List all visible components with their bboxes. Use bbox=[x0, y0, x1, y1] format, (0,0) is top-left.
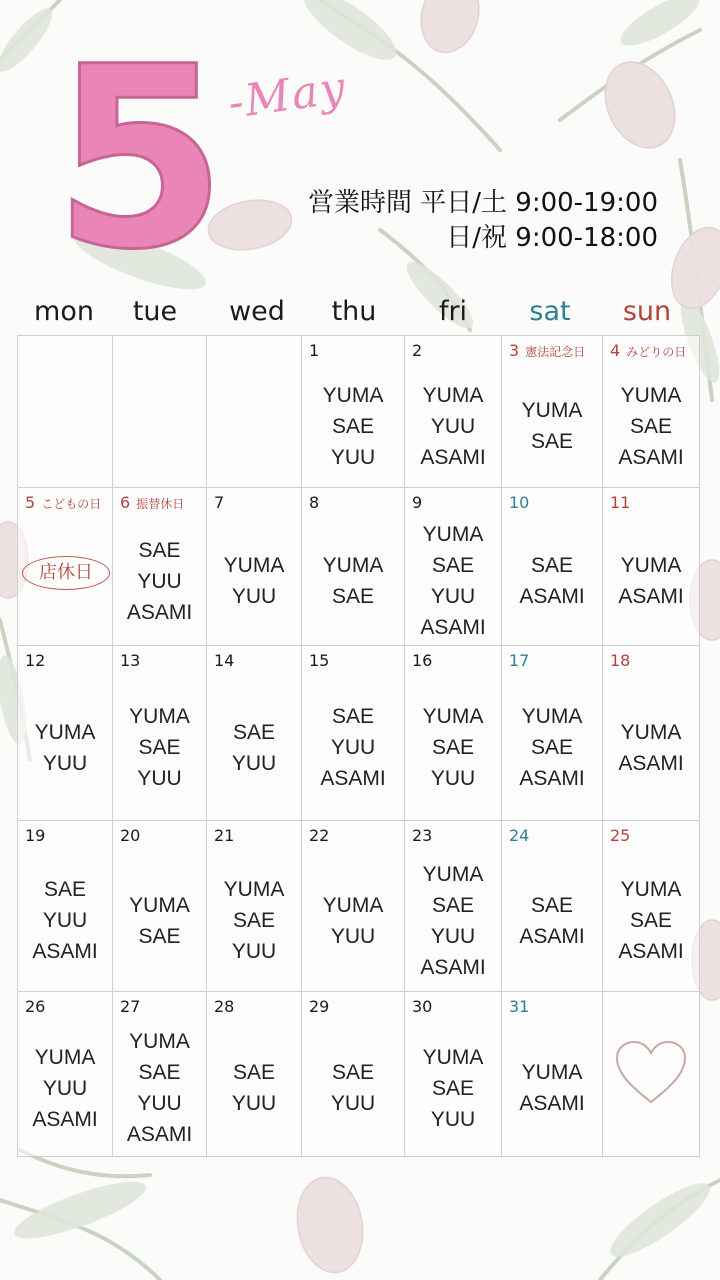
staff-name: SAE bbox=[530, 736, 574, 759]
day-number-value: 12 bbox=[25, 651, 46, 670]
day-number bbox=[25, 997, 45, 1016]
staff-name: YUMA bbox=[620, 878, 682, 901]
staff-name: YUU bbox=[330, 1092, 376, 1115]
staff-name: SAE bbox=[331, 414, 375, 438]
day-number bbox=[509, 826, 529, 845]
day-number bbox=[309, 341, 319, 360]
month-number-graphic bbox=[48, 40, 238, 270]
staff-list bbox=[113, 890, 206, 952]
staff-name: ASAMI bbox=[32, 1107, 98, 1131]
staff-name: YUU bbox=[137, 767, 182, 790]
staff-name: SAE bbox=[331, 705, 375, 728]
day-number bbox=[610, 341, 686, 360]
day-number bbox=[509, 651, 529, 670]
staff-name: SAE bbox=[331, 1061, 375, 1084]
staff-name: YUMA bbox=[521, 705, 583, 728]
staff-name: SAE bbox=[138, 924, 181, 948]
day-number bbox=[309, 651, 329, 670]
staff-name: YUMA bbox=[223, 554, 285, 577]
staff-name: YUMA bbox=[129, 893, 190, 917]
day-cell-30 bbox=[405, 992, 502, 1156]
day-number-value: 31 bbox=[509, 997, 530, 1016]
weekday-thu: thu bbox=[331, 296, 377, 327]
staff-name: YUMA bbox=[422, 862, 484, 886]
day-cell-11 bbox=[603, 488, 699, 646]
staff-list bbox=[405, 1042, 501, 1135]
day-cell-19 bbox=[18, 821, 113, 992]
day-number bbox=[509, 493, 529, 512]
staff-name: ASAMI bbox=[618, 445, 684, 469]
heart-icon bbox=[615, 1040, 687, 1106]
staff-name: SAE bbox=[138, 1061, 181, 1084]
staff-name: SAE bbox=[331, 585, 375, 608]
staff-name: ASAMI bbox=[618, 940, 684, 963]
day-number bbox=[610, 651, 630, 670]
day-number-value: 16 bbox=[412, 651, 433, 670]
hours-holiday-line: 日/祝 9:00-18:00 bbox=[446, 223, 658, 253]
day-cell-17 bbox=[502, 646, 603, 821]
day-cell-1 bbox=[302, 336, 405, 488]
holiday-label: こどもの日 bbox=[41, 497, 102, 511]
staff-name: YUMA bbox=[422, 523, 484, 546]
day-number bbox=[120, 997, 140, 1016]
staff-name: YUMA bbox=[422, 383, 484, 407]
calendar-grid bbox=[17, 335, 700, 1157]
staff-name: SAE bbox=[431, 893, 475, 917]
staff-list bbox=[18, 1042, 112, 1135]
day-number-value: 4 bbox=[610, 341, 621, 360]
day-cell-21 bbox=[207, 821, 302, 992]
day-number-value: 13 bbox=[120, 651, 141, 670]
day-number bbox=[214, 651, 234, 670]
day-number bbox=[120, 493, 184, 512]
holiday-label: みどりの日 bbox=[626, 345, 687, 359]
staff-list bbox=[502, 395, 602, 457]
day-cell-25 bbox=[603, 821, 699, 992]
staff-list bbox=[302, 890, 404, 952]
staff-name: SAE bbox=[43, 878, 87, 901]
staff-name: ASAMI bbox=[420, 445, 486, 469]
staff-name: SAE bbox=[629, 414, 673, 438]
staff-name: SAE bbox=[232, 1061, 276, 1084]
staff-name: ASAMI bbox=[618, 751, 684, 775]
staff-name: YUMA bbox=[422, 705, 484, 728]
day-cell-9 bbox=[405, 488, 502, 646]
weekday-sat: sat bbox=[529, 296, 571, 327]
day-number-value: 19 bbox=[25, 826, 46, 845]
day-number bbox=[610, 493, 630, 512]
staff-name: SAE bbox=[530, 430, 574, 453]
day-cell-24 bbox=[502, 821, 603, 992]
staff-name: YUU bbox=[231, 940, 277, 963]
day-number-value: 24 bbox=[509, 826, 530, 845]
staff-list bbox=[405, 380, 501, 473]
staff-name: YUU bbox=[137, 1092, 182, 1115]
staff-name: SAE bbox=[530, 893, 574, 917]
day-number bbox=[509, 997, 529, 1016]
day-number bbox=[214, 493, 224, 512]
day-cell-23 bbox=[405, 821, 502, 992]
staff-list bbox=[603, 380, 699, 473]
day-number-value: 15 bbox=[309, 651, 330, 670]
weekday-fri: fri bbox=[438, 296, 468, 327]
day-number bbox=[25, 493, 101, 512]
staff-name: YUMA bbox=[129, 1030, 190, 1053]
staff-name: SAE bbox=[138, 736, 181, 759]
day-cell-31 bbox=[502, 992, 603, 1156]
staff-name: YUMA bbox=[34, 1045, 96, 1069]
staff-name: YUU bbox=[430, 1107, 476, 1131]
staff-list bbox=[603, 874, 699, 967]
staff-name: SAE bbox=[431, 1076, 475, 1100]
staff-name: YUMA bbox=[422, 1045, 484, 1069]
holiday-label: 振替休日 bbox=[136, 497, 185, 511]
staff-list bbox=[302, 1057, 404, 1119]
day-cell-12 bbox=[18, 646, 113, 821]
staff-name: YUMA bbox=[129, 705, 190, 728]
day-number-value: 30 bbox=[412, 997, 433, 1016]
staff-name: YUMA bbox=[620, 383, 682, 407]
staff-list bbox=[502, 701, 602, 794]
day-number-value: 9 bbox=[412, 493, 423, 512]
day-cell-22 bbox=[302, 821, 405, 992]
empty-day-cell bbox=[18, 336, 113, 488]
staff-name: YUMA bbox=[620, 720, 682, 744]
staff-list bbox=[502, 550, 602, 612]
staff-name: YUU bbox=[330, 924, 376, 948]
day-number bbox=[412, 651, 432, 670]
day-number bbox=[309, 997, 329, 1016]
day-cell-6 bbox=[113, 488, 207, 646]
day-number bbox=[412, 493, 422, 512]
staff-list bbox=[405, 859, 501, 983]
business-hours bbox=[308, 186, 658, 256]
staff-name: ASAMI bbox=[126, 1123, 193, 1146]
staff-name: YUU bbox=[430, 585, 476, 608]
day-cell-18 bbox=[603, 646, 699, 821]
day-cell-10 bbox=[502, 488, 603, 646]
hours-weekday-line: 営業時間 平日/土 9:00-19:00 bbox=[308, 188, 658, 218]
day-number-value: 17 bbox=[509, 651, 530, 670]
day-cell-7 bbox=[207, 488, 302, 646]
day-number bbox=[412, 341, 422, 360]
closed-day-badge: 店休日 bbox=[22, 556, 110, 590]
staff-list bbox=[207, 1057, 301, 1119]
day-cell-4 bbox=[603, 336, 699, 488]
day-number bbox=[309, 826, 329, 845]
staff-list bbox=[302, 550, 404, 612]
staff-list bbox=[405, 519, 501, 643]
staff-name: ASAMI bbox=[320, 767, 386, 790]
staff-list bbox=[113, 1026, 206, 1150]
staff-list bbox=[302, 380, 404, 473]
day-cell-29 bbox=[302, 992, 405, 1156]
day-number bbox=[120, 826, 140, 845]
staff-name: ASAMI bbox=[126, 600, 193, 624]
day-cell-3 bbox=[502, 336, 603, 488]
staff-name: YUU bbox=[42, 1076, 88, 1100]
day-cell-16 bbox=[405, 646, 502, 821]
staff-name: SAE bbox=[431, 736, 475, 759]
day-number bbox=[25, 826, 45, 845]
day-number-value: 10 bbox=[509, 493, 530, 512]
staff-name: YUU bbox=[231, 585, 277, 608]
staff-name: YUMA bbox=[620, 554, 682, 577]
empty-day-cell bbox=[207, 336, 302, 488]
staff-name: ASAMI bbox=[519, 924, 585, 948]
staff-list bbox=[603, 550, 699, 612]
day-number bbox=[509, 341, 585, 360]
staff-list bbox=[405, 701, 501, 794]
staff-name: YUU bbox=[430, 414, 476, 438]
staff-name: ASAMI bbox=[420, 955, 486, 979]
day-cell-27 bbox=[113, 992, 207, 1156]
staff-name: SAE bbox=[138, 538, 181, 562]
staff-name: SAE bbox=[530, 554, 574, 577]
staff-list bbox=[113, 701, 206, 794]
day-cell-2 bbox=[405, 336, 502, 488]
staff-name: YUMA bbox=[322, 383, 384, 407]
weekday-tue: tue bbox=[132, 296, 178, 327]
weekday-sun: sun bbox=[622, 296, 672, 327]
day-number-value: 23 bbox=[412, 826, 433, 845]
day-number bbox=[309, 493, 319, 512]
day-number-value: 26 bbox=[25, 997, 46, 1016]
staff-name: SAE bbox=[431, 554, 475, 577]
staff-list bbox=[207, 874, 301, 967]
staff-list bbox=[502, 1057, 602, 1119]
staff-name: YUU bbox=[330, 445, 376, 469]
staff-name: YUMA bbox=[521, 399, 583, 422]
day-number-value: 1 bbox=[309, 341, 320, 360]
staff-name: YUMA bbox=[322, 893, 384, 917]
staff-list bbox=[18, 717, 112, 779]
day-number-value: 2 bbox=[412, 341, 423, 360]
day-number-value: 14 bbox=[214, 651, 235, 670]
staff-name: YUU bbox=[231, 751, 277, 775]
staff-name: YUU bbox=[42, 909, 88, 932]
day-number-value: 8 bbox=[309, 493, 320, 512]
holiday-label: 憲法記念日 bbox=[525, 345, 586, 359]
weekday-wed: wed bbox=[229, 296, 285, 327]
staff-name: ASAMI bbox=[519, 1092, 585, 1115]
staff-name: YUMA bbox=[223, 878, 285, 901]
day-cell-28 bbox=[207, 992, 302, 1156]
day-number-value: 22 bbox=[309, 826, 330, 845]
staff-name: YUU bbox=[231, 1092, 277, 1115]
staff-name: YUMA bbox=[322, 554, 384, 577]
day-number-value: 6 bbox=[120, 493, 131, 512]
day-number-value: 11 bbox=[610, 493, 631, 512]
staff-list bbox=[113, 535, 206, 628]
day-number bbox=[610, 826, 630, 845]
staff-name: SAE bbox=[629, 909, 673, 932]
month-number: 5 bbox=[53, 40, 227, 270]
staff-name: YUMA bbox=[521, 1061, 583, 1084]
day-number bbox=[120, 651, 140, 670]
staff-list bbox=[18, 874, 112, 967]
day-cell-5 bbox=[18, 488, 113, 646]
weekday-mon: mon bbox=[34, 296, 94, 327]
staff-name: ASAMI bbox=[519, 585, 585, 608]
day-number bbox=[412, 997, 432, 1016]
staff-name: YUMA bbox=[34, 720, 96, 744]
day-number-value: 28 bbox=[214, 997, 235, 1016]
staff-name: SAE bbox=[232, 909, 276, 932]
day-number bbox=[214, 997, 234, 1016]
staff-name: YUU bbox=[137, 569, 182, 593]
empty-day-cell bbox=[113, 336, 207, 488]
day-cell-14 bbox=[207, 646, 302, 821]
day-number-value: 27 bbox=[120, 997, 141, 1016]
day-number bbox=[25, 651, 45, 670]
staff-list bbox=[207, 717, 301, 779]
day-number bbox=[412, 826, 432, 845]
staff-list bbox=[302, 701, 404, 794]
day-number-value: 3 bbox=[509, 341, 520, 360]
day-number bbox=[214, 826, 234, 845]
staff-name: YUU bbox=[330, 736, 376, 759]
staff-list bbox=[603, 717, 699, 779]
day-number-value: 7 bbox=[214, 493, 225, 512]
staff-name: ASAMI bbox=[519, 767, 585, 790]
day-number-value: 29 bbox=[309, 997, 330, 1016]
staff-name: ASAMI bbox=[618, 585, 684, 608]
day-number-value: 5 bbox=[25, 493, 36, 512]
staff-name: ASAMI bbox=[420, 616, 486, 639]
day-cell-26 bbox=[18, 992, 113, 1156]
staff-name: YUU bbox=[42, 751, 88, 775]
staff-list bbox=[207, 550, 301, 612]
staff-name: YUU bbox=[430, 767, 476, 790]
day-number-value: 25 bbox=[610, 826, 631, 845]
day-cell-13 bbox=[113, 646, 207, 821]
staff-name: SAE bbox=[232, 720, 276, 744]
staff-name: YUU bbox=[430, 924, 476, 948]
day-cell-20 bbox=[113, 821, 207, 992]
day-cell-15 bbox=[302, 646, 405, 821]
day-number-value: 20 bbox=[120, 826, 141, 845]
empty-day-cell bbox=[603, 992, 699, 1156]
day-number-value: 18 bbox=[610, 651, 631, 670]
day-number-value: 21 bbox=[214, 826, 235, 845]
day-cell-8 bbox=[302, 488, 405, 646]
month-word: -May bbox=[225, 61, 350, 130]
staff-list bbox=[502, 890, 602, 952]
staff-name: ASAMI bbox=[32, 940, 98, 963]
